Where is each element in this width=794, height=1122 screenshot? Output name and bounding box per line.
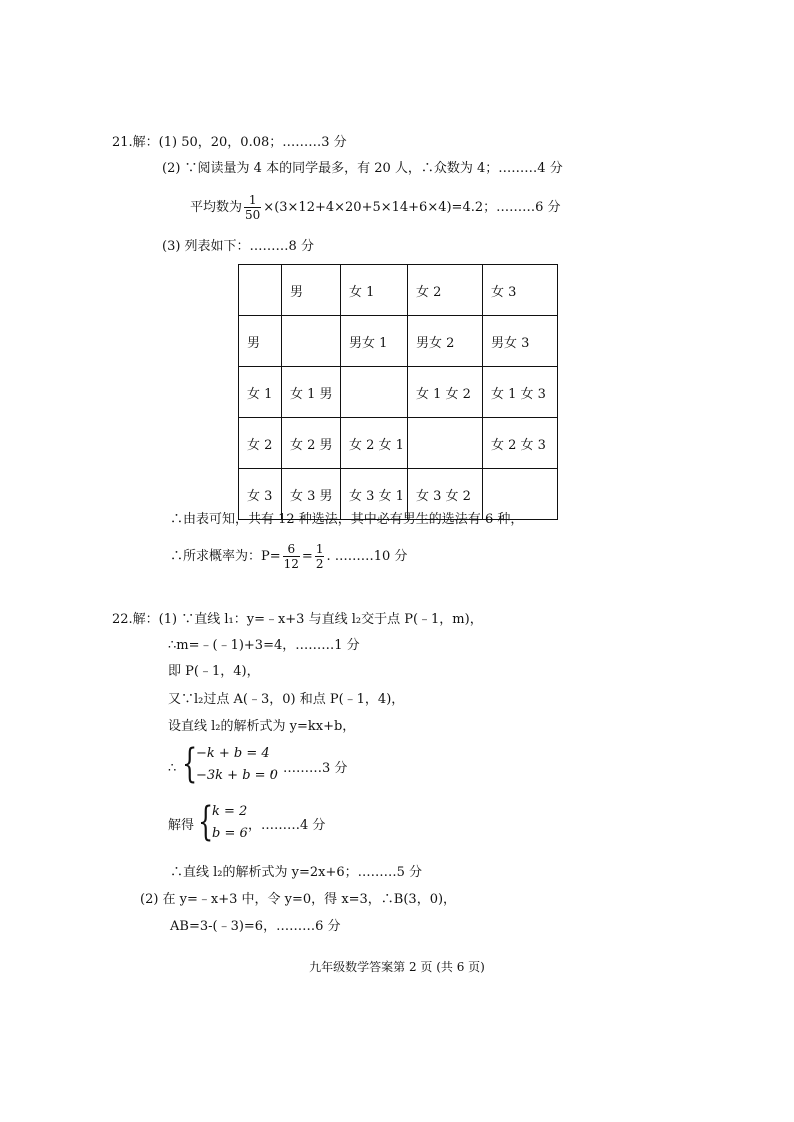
- q21-head: 21.解：(1) 50，20，0.08；………3 分: [112, 135, 347, 150]
- table-row: [239, 418, 558, 469]
- q22-part2: (2) 在 y=﹣x+3 中，令 y=0，得 x=3，∴B(3，0)，: [140, 892, 457, 907]
- outcome-table: [238, 264, 558, 520]
- table-cell: 女 3 女 2: [408, 469, 483, 520]
- avg-prefix: 平均数为: [190, 200, 243, 215]
- table-cell: 女 1: [239, 367, 282, 418]
- q22-line-4: 设直线 l₂的解析式为 y=kx+b，: [168, 719, 356, 734]
- table-cell: 女 3 女 1: [341, 469, 408, 520]
- prob-num-2: 1: [315, 542, 324, 556]
- table-cell: 女 3 男: [282, 469, 341, 520]
- prob-num-1: 6: [283, 542, 300, 557]
- system-1-row-2: −3k + b = 0: [196, 768, 278, 783]
- page-footer: 九年级数学答案第 2 页 (共 6 页): [309, 960, 485, 974]
- table-row: [239, 367, 558, 418]
- system-1-prefix: ∴: [168, 761, 177, 776]
- equation-system-1: [182, 741, 278, 790]
- q22-head: 22.解：(1) ∵直线 l₁：y=﹣x+3 与直线 l₂交于点 P(﹣1，m)，: [112, 612, 483, 627]
- q21-part3: (3) 列表如下：………8 分: [162, 239, 314, 254]
- table-cell: 男女 2: [408, 316, 483, 367]
- table-cell: 女 2: [239, 418, 282, 469]
- system-2-suffix: ，………4 分: [248, 818, 326, 833]
- table-cell: 女 2 女 3: [483, 418, 558, 469]
- brace-icon: {: [198, 799, 214, 845]
- table-cell: 女 3: [239, 469, 282, 520]
- prob-fraction-1: [283, 542, 300, 571]
- prob-den-2: 2: [315, 557, 324, 571]
- q21-probability: [170, 540, 407, 574]
- table-cell: 男女 1: [341, 316, 408, 367]
- q22-line-5: ∴直线 l₂的解析式为 y=2x+6；………5 分: [170, 865, 423, 880]
- table-cell: 女 2 女 1: [341, 418, 408, 469]
- table-cell: 女 1 女 3: [483, 367, 558, 418]
- table-row: [239, 316, 558, 367]
- table-cell: 女 1 女 2: [408, 367, 483, 418]
- table-cell: 男: [239, 316, 282, 367]
- table-cell: [408, 418, 483, 469]
- brace-icon: {: [182, 741, 198, 787]
- table-cell: 女 2: [408, 265, 483, 316]
- avg-suffix: ×(3×12+4×20+5×14+6×4)=4.2；………6 分: [263, 200, 561, 215]
- prob-den-1: 12: [283, 557, 299, 571]
- table-cell: [341, 367, 408, 418]
- table-cell: 男: [282, 265, 341, 316]
- q22-line-1: ∴m=﹣(﹣1)+3=4，………1 分: [168, 638, 360, 653]
- q22-line-3: 又∵l₂过点 A(﹣3，0) 和点 P(﹣1，4)，: [168, 692, 405, 707]
- system-1-suffix: ，………3 分: [270, 761, 348, 776]
- prob-prefix: ∴所求概率为：P=: [170, 549, 281, 564]
- q21-part2: (2) ∵阅读量为 4 本的同学最多，有 20 人，∴众数为 4；………4 分: [162, 161, 563, 176]
- table-cell: 女 1: [341, 265, 408, 316]
- system-1-row-1: −k + b = 4: [196, 746, 270, 761]
- system-2-row-1: k = 2: [212, 804, 248, 819]
- table-cell: 女 3: [483, 265, 558, 316]
- table-cell: 女 1 男: [282, 367, 341, 418]
- prob-equals: =: [301, 549, 313, 564]
- q21-average: [190, 192, 561, 224]
- table-cell: [282, 316, 341, 367]
- table-cell: 女 2 男: [282, 418, 341, 469]
- prob-fraction-2: [315, 542, 325, 571]
- avg-fraction: [244, 193, 261, 222]
- q22-line-7: AB=3-(﹣3)=6，………6 分: [170, 919, 341, 934]
- equation-system-2: [198, 800, 248, 848]
- prob-suffix: . ………10 分: [326, 549, 408, 564]
- table-cell: [239, 265, 282, 316]
- table-header-row: [239, 265, 558, 316]
- q21-conclusion: ∴由表可知，共有 12 种选法，其中必有男生的选法有 6 种，: [170, 512, 524, 527]
- q22-line-2: 即 P(﹣1，4)，: [168, 664, 260, 679]
- avg-fraction-num: 1: [244, 193, 261, 208]
- table-cell: 男女 3: [483, 316, 558, 367]
- system-2-prefix: 解得: [168, 818, 195, 833]
- system-2-row-2: b = 6: [212, 826, 248, 841]
- avg-fraction-den: 50: [245, 208, 261, 222]
